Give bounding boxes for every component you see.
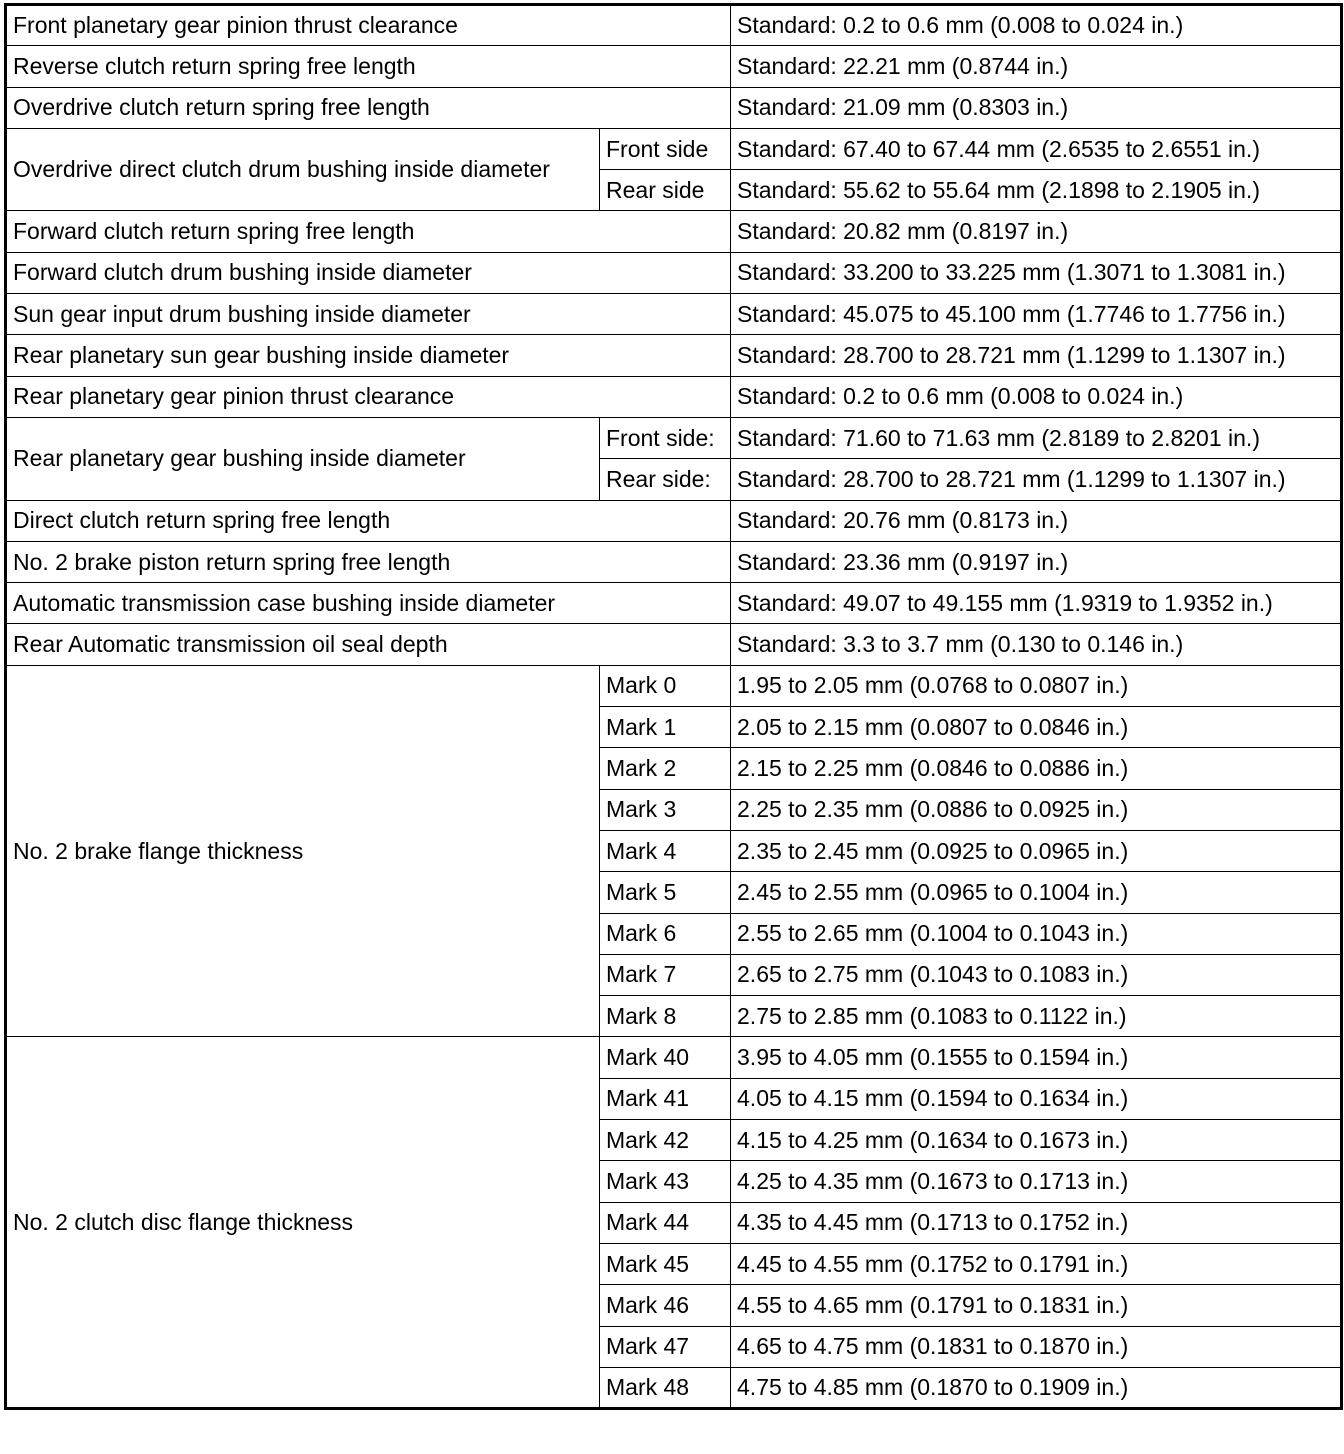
spec-value-cell: 2.55 to 2.65 mm (0.1004 to 0.1043 in.)	[731, 913, 1342, 954]
sub-label-cell: Mark 4	[600, 830, 731, 871]
item-name-cell: Overdrive clutch return spring free length	[6, 87, 731, 128]
sub-label-cell: Mark 43	[600, 1161, 731, 1202]
spec-value-cell: 4.75 to 4.85 mm (0.1870 to 0.1909 in.)	[731, 1367, 1342, 1408]
item-name-cell: No. 2 clutch disc flange thickness	[6, 1037, 600, 1409]
spec-value-cell: 4.15 to 4.25 mm (0.1634 to 0.1673 in.)	[731, 1120, 1342, 1161]
sub-label-cell: Mark 44	[600, 1202, 731, 1243]
item-name-cell: No. 2 brake flange thickness	[6, 665, 600, 1037]
sub-label-cell: Front side	[600, 128, 731, 169]
sub-label-cell: Mark 42	[600, 1120, 731, 1161]
spec-value-cell: Standard: 49.07 to 49.155 mm (1.9319 to 1.9352 in.)	[731, 583, 1342, 624]
table-row	[6, 500, 1342, 541]
spec-value-cell: 3.95 to 4.05 mm (0.1555 to 0.1594 in.)	[731, 1037, 1342, 1078]
spec-value-cell: Standard: 28.700 to 28.721 mm (1.1299 to 1.1307 in.)	[731, 335, 1342, 376]
spec-value-cell: Standard: 71.60 to 71.63 mm (2.8189 to 2.8201 in.)	[731, 417, 1342, 458]
spec-value-cell: 2.25 to 2.35 mm (0.0886 to 0.0925 in.)	[731, 789, 1342, 830]
sub-label-cell: Mark 5	[600, 872, 731, 913]
spec-value-cell: 1.95 to 2.05 mm (0.0768 to 0.0807 in.)	[731, 665, 1342, 706]
sub-label-cell: Mark 45	[600, 1243, 731, 1284]
spec-value-cell: Standard: 33.200 to 33.225 mm (1.3071 to 1.3081 in.)	[731, 252, 1342, 293]
spec-value-cell: 2.05 to 2.15 mm (0.0807 to 0.0846 in.)	[731, 707, 1342, 748]
item-name-cell: Rear planetary gear bushing inside diameter	[6, 417, 600, 500]
sub-label-cell: Mark 47	[600, 1326, 731, 1367]
sub-label-cell: Mark 48	[600, 1367, 731, 1408]
table-row	[6, 583, 1342, 624]
table-row	[6, 46, 1342, 87]
table-row	[6, 541, 1342, 582]
spec-value-cell: Standard: 20.76 mm (0.8173 in.)	[731, 500, 1342, 541]
sub-label-cell: Mark 7	[600, 954, 731, 995]
spec-value-cell: Standard: 28.700 to 28.721 mm (1.1299 to 1.1307 in.)	[731, 459, 1342, 500]
spec-value-cell: 4.65 to 4.75 mm (0.1831 to 0.1870 in.)	[731, 1326, 1342, 1367]
sub-label-cell: Rear side	[600, 170, 731, 211]
item-name-cell: Forward clutch drum bushing inside diameter	[6, 252, 731, 293]
spec-value-cell: Standard: 67.40 to 67.44 mm (2.6535 to 2.6551 in.)	[731, 128, 1342, 169]
item-name-cell: Automatic transmission case bushing inside diameter	[6, 583, 731, 624]
spec-value-cell: Standard: 23.36 mm (0.9197 in.)	[731, 541, 1342, 582]
item-name-cell: Sun gear input drum bushing inside diameter	[6, 294, 731, 335]
spec-value-cell: 4.55 to 4.65 mm (0.1791 to 0.1831 in.)	[731, 1285, 1342, 1326]
sub-label-cell: Mark 3	[600, 789, 731, 830]
spec-value-cell: Standard: 0.2 to 0.6 mm (0.008 to 0.024 in.)	[731, 376, 1342, 417]
spec-value-cell: Standard: 45.075 to 45.100 mm (1.7746 to 1.7756 in.)	[731, 294, 1342, 335]
table-row	[6, 5, 1342, 46]
sub-label-cell: Mark 6	[600, 913, 731, 954]
spec-value-cell: Standard: 55.62 to 55.64 mm (2.1898 to 2.1905 in.)	[731, 170, 1342, 211]
item-name-cell: Rear planetary sun gear bushing inside diameter	[6, 335, 731, 376]
table-row	[6, 211, 1342, 252]
spec-value-cell: Standard: 22.21 mm (0.8744 in.)	[731, 46, 1342, 87]
sub-label-cell: Mark 46	[600, 1285, 731, 1326]
sub-label-cell: Mark 40	[600, 1037, 731, 1078]
spec-value-cell: 4.45 to 4.55 mm (0.1752 to 0.1791 in.)	[731, 1243, 1342, 1284]
item-name-cell: No. 2 brake piston return spring free length	[6, 541, 731, 582]
item-name-cell: Reverse clutch return spring free length	[6, 46, 731, 87]
item-name-cell: Rear Automatic transmission oil seal depth	[6, 624, 731, 665]
spec-table	[4, 3, 1343, 1410]
table-row	[6, 417, 1342, 458]
spec-value-cell: Standard: 0.2 to 0.6 mm (0.008 to 0.024 in.)	[731, 5, 1342, 46]
sub-label-cell: Rear side:	[600, 459, 731, 500]
spec-value-cell: 4.25 to 4.35 mm (0.1673 to 0.1713 in.)	[731, 1161, 1342, 1202]
spec-value-cell: Standard: 21.09 mm (0.8303 in.)	[731, 87, 1342, 128]
table-row	[6, 624, 1342, 665]
table-row	[6, 376, 1342, 417]
item-name-cell: Overdrive direct clutch drum bushing inside diameter	[6, 128, 600, 211]
table-row	[6, 665, 1342, 706]
sub-label-cell: Mark 41	[600, 1078, 731, 1119]
spec-value-cell: 4.05 to 4.15 mm (0.1594 to 0.1634 in.)	[731, 1078, 1342, 1119]
sub-label-cell: Mark 2	[600, 748, 731, 789]
item-name-cell: Front planetary gear pinion thrust clearance	[6, 5, 731, 46]
spec-value-cell: 4.35 to 4.45 mm (0.1713 to 0.1752 in.)	[731, 1202, 1342, 1243]
spec-table-body	[6, 5, 1342, 1409]
item-name-cell: Rear planetary gear pinion thrust clearance	[6, 376, 731, 417]
spec-value-cell: 2.65 to 2.75 mm (0.1043 to 0.1083 in.)	[731, 954, 1342, 995]
table-row	[6, 87, 1342, 128]
spec-value-cell: 2.45 to 2.55 mm (0.0965 to 0.1004 in.)	[731, 872, 1342, 913]
spec-value-cell: 2.75 to 2.85 mm (0.1083 to 0.1122 in.)	[731, 996, 1342, 1037]
sub-label-cell: Mark 0	[600, 665, 731, 706]
table-row	[6, 128, 1342, 169]
sub-label-cell: Mark 8	[600, 996, 731, 1037]
spec-value-cell: Standard: 20.82 mm (0.8197 in.)	[731, 211, 1342, 252]
table-row	[6, 335, 1342, 376]
item-name-cell: Forward clutch return spring free length	[6, 211, 731, 252]
sub-label-cell: Mark 1	[600, 707, 731, 748]
table-row	[6, 252, 1342, 293]
table-row	[6, 1037, 1342, 1078]
sub-label-cell: Front side:	[600, 417, 731, 458]
table-row	[6, 294, 1342, 335]
spec-value-cell: Standard: 3.3 to 3.7 mm (0.130 to 0.146 in.)	[731, 624, 1342, 665]
spec-value-cell: 2.15 to 2.25 mm (0.0846 to 0.0886 in.)	[731, 748, 1342, 789]
spec-value-cell: 2.35 to 2.45 mm (0.0925 to 0.0965 in.)	[731, 830, 1342, 871]
item-name-cell: Direct clutch return spring free length	[6, 500, 731, 541]
